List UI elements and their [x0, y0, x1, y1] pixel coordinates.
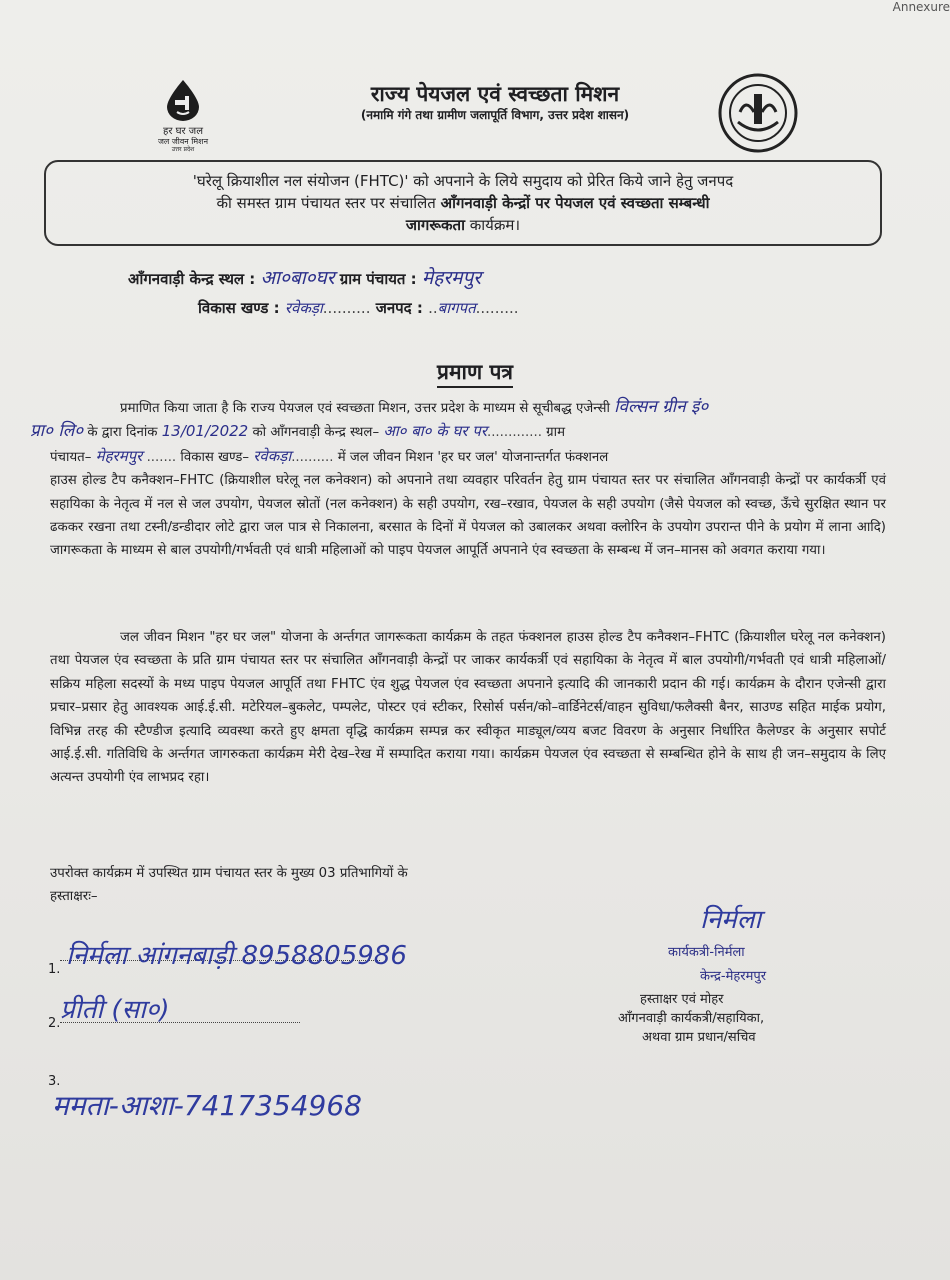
participant-1-signature: निर्मला आंगनबाड़ी 8958805986	[66, 941, 407, 971]
signature-caption-2: आँगनवाड़ी कार्यकत्री/सहायिका,	[618, 1011, 765, 1026]
banner-line3: जागरूकता कार्यक्रम।	[405, 216, 521, 234]
gp-label: ग्राम पंचायत :	[339, 270, 417, 288]
annexure-label: Annexure	[892, 0, 950, 14]
stamp-line1: कार्यकत्री-निर्मला	[668, 945, 745, 960]
signature-caption-3: अथवा ग्राम प्रधान/सचिव	[642, 1030, 756, 1045]
block-label: विकास खण्ड :	[198, 299, 280, 317]
participant-3-number: 3.	[48, 1074, 61, 1089]
centre-value: आ०बा०घर	[260, 267, 335, 289]
paragraph-1: प्रमाणित किया जाता है कि राज्य पेयजल एवं स्वच्छता मिशन, उत्तर प्रदेश के माध्यम से सूचीबद्ध एजेन्सी विल्सन ग्रीन इं० प्रा० लि० के द्वारा दिनांक 13/01/2022 को आँगनवाड़ी केन्द्र स्थल– आ० बा० के घर पर............. ग्राम पंचायत– मेहरमपुर ....... विकास खण्ड– रवेकड़ा.......... में जल जीवन मिशन 'हर घर जल' योजनान्तर्गत फंक्शनल हाउस होल्ड टैप कनैक्शन–FHTC (क्रियाशील घरेलू नल कनेक्शन) को अपनाने तथा व्यवहार परिवर्तन हेतु ग्राम पंचायत स्तर पर संचालित आँगनवाड़ी केन्द्रों पर कार्यकर्त्री एवं सहायिका के नेतृत्व में नल से जल उपयोग, पेयजल स्रोतों (नल कनेक्शन) के सही उपयोग, रख–रखाव, पेयजल के सही उपयोग (जैसे पेयजल को स्वच्छ, ऊँचे सुरक्षित स्थान पर ढककर रखना तथा टस्नी/डन्डीदार लोटे द्वारा जल पात्र से निकालना, बरसात के दिनों में पेयजल को उबालकर अथवा क्लोरिन के उपयोग उपरान्त पीने के प्रयोग में लाना आदि) जागरूकता के माध्यम से बाल उपयोगी/गर्भवती एवं धात्री महिलाओं को पाइप पेयजल आपूर्ति अपनाने एंव स्वच्छता के सम्बन्ध में जन–मानस को अवगत कराया गया।	[50, 396, 886, 563]
p3-line-a: उपरोक्त कार्यक्रम में उपस्थित ग्राम पंचायत स्तर के मुख्य 03 प्रतिभागियों के	[50, 866, 408, 881]
participant-3-signature: ममता-आशा-7417354968	[52, 1089, 362, 1122]
program-banner	[44, 160, 882, 246]
stamp-line2: केन्द्र-मेहरमपुर	[700, 969, 767, 984]
signature-caption-1: हस्ताक्षर एवं मोहर	[640, 992, 724, 1007]
p1-text-g: में जल जीवन मिशन 'हर घर जल' योजनान्तर्गत फंक्शनल	[337, 449, 609, 465]
place-hw: आ० बा० के घर पर	[383, 422, 487, 441]
p1-text-e: पंचायत–	[50, 449, 92, 465]
p1-text-c: को आँगनवाड़ी केन्द्र स्थल–	[252, 425, 380, 441]
certificate-title: प्रमाण पत्र	[0, 358, 950, 386]
header-title: राज्य पेयजल एवं स्वच्छता मिशन	[370, 82, 620, 106]
banner-line2-bold: आँगनवाड़ी केन्द्रों पर पेयजल एवं स्वच्छता सम्बन्धी	[440, 194, 710, 212]
participant-1-number: 1.	[48, 962, 61, 977]
p1-text-a: प्रमाणित किया जाता है कि राज्य पेयजल एवं स्वच्छता मिशन, उत्तर प्रदेश के माध्यम से सूचीबद्ध एजेन्सी	[120, 401, 610, 416]
p3-line-b: हस्ताक्षरः–	[50, 889, 98, 905]
gp-hw: मेहरमपुर	[95, 446, 143, 465]
agency-name-hw2: प्रा० लि०	[30, 421, 84, 442]
header-subtitle: (नमामि गंगे तथा ग्रामीण जलापूर्ति विभाग, उत्तर प्रदेश शासन)	[360, 108, 630, 122]
banner-line3-bold: जागरूकता	[405, 216, 465, 234]
block-hw: रवेकड़ा	[253, 446, 292, 465]
participant-2-signature: प्रीती (सा०)	[60, 995, 170, 1025]
block-field-row: विकास खण्ड : रवेकड़ा.......... जनपद : ..बागपत.........	[198, 299, 519, 317]
agency-name-hw: विल्सन ग्रीन इं०	[614, 397, 709, 417]
district-value: बागपत	[437, 299, 476, 317]
participant-2-number: 2.	[48, 1016, 61, 1031]
logo-line3: उत्तर प्रदेश	[171, 146, 195, 153]
centre-field-row	[128, 264, 481, 290]
p1-text-f: विकास खण्ड–	[180, 449, 250, 465]
banner-line1: 'घरेलू क्रियाशील नल संयोजन (FHTC)' को अपनाने के लिये समुदाय को प्रेरित किये जाने हेतु जनपद	[192, 172, 734, 190]
gp-value: मेहरमपुर	[421, 267, 482, 289]
logo-line2: जल जीवन मिशन	[157, 137, 209, 146]
paragraph-2: जल जीवन मिशन "हर घर जल" योजना के अर्न्तगत जागरूकता कार्यक्रम के तहत फंक्शनल हाउस होल्ड टैप कनैक्शन–FHTC (क्रियाशील घरेलू नल कनेक्शन) तथा पेयजल एंव स्वच्छता के प्रति ग्राम पंचायत स्तर पर संचालित आँगनवाड़ी केन्द्रों पर जाकर कार्यकर्त्री एवं सहायिका के नेतृत्व में बाल उपयोगी/गर्भवती एवं धात्री महिलाओं/सक्रिय महिला सदस्यों के मध्य पाइप पेयजल आपूर्ति तथा FHTC एंव शुद्ध पेयजल एंव स्वच्छता अपनाने इत्यादि की जानकारी प्रदान की गई। कार्यक्रम के दौरान एजेन्सी द्वारा प्रचार–प्रसार हेतु आवश्यक आई.ई.सी. मटेरियल–बुकलेट, पम्पलेट, पोस्टर एवं स्टीकर, रिसोर्स पर्सन/को–वार्डिनेटर्स/वाहन सुविधा/फलैक्सी बैनर, साउण्ड सहित माईक प्रयोग, विभिन्न तरह की स्टैण्डीज इत्यादि व्यवस्था करते हुए क्षमता वृद्धि कार्यक्रम सम्पन्न कर स्वीकृत माड्यूल/व्यय बजट विवरण के अनुसार निर्धारित कैलेण्डर के अनुसार सपोर्ट आई.ई.सी. गतिविधि के अर्न्तगत जागरुकता कार्यक्रम मेरी देख–रेख में सम्पादित कराया गया। कार्यक्रम पेयजल एंव स्वच्छता से सम्बन्धित होने के साथ ही जन–समुदाय के लिए अत्यन्त उपयोगी एंव लाभप्रद रहा।	[50, 630, 887, 786]
district-label: जनपद :	[375, 299, 423, 317]
date-hw: 13/01/2022	[161, 422, 249, 441]
p1-rest: हाउस होल्ड टैप कनैक्शन–FHTC (क्रियाशील घरेलू नल कनेक्शन) को अपनाने तथा व्यवहार परिवर्तन हेतु ग्राम पंचायत स्तर पर संचालित आँगनवाड़ी केन्द्रों पर कार्यकर्त्री एवं सहायिका के नेतृत्व में नल से जल उपयोग, पेयजल स्रोतों (नल कनेक्शन) के सही उपयोग, रख–रखाव, पेयजल के सही उपयोग (जैसे पेयजल को स्वच्छ, ऊँचे सुरक्षित स्थान पर ढककर रखना तथा टस्नी/डन्डीदार लोटे द्वारा जल पात्र से निकालना, बरसात के दिनों में पेयजल को उबालकर अथवा क्लोरिन के उपयोग उपरान्त पीने के प्रयोग में लाना आदि) जागरूकता के माध्यम से बाल उपयोगी/गर्भवती एवं धात्री महिलाओं को पाइप पेयजल आपूर्ति अपनाने एंव स्वच्छता के सम्बन्ध में जन–मानस को अवगत कराया गया।	[50, 473, 886, 559]
p1-text-b: के द्वारा दिनांक	[87, 425, 158, 441]
p1-text-d: ग्राम	[546, 425, 566, 441]
worker-signature: निर्मला	[700, 905, 762, 935]
block-value: रवेकड़ा	[284, 299, 323, 317]
centre-label: आँगनवाड़ी केन्द्र स्थल :	[128, 270, 256, 288]
logo-line1: हर घर जल	[163, 126, 203, 137]
signature-caption	[618, 990, 838, 1047]
banner-line2: की समस्त ग्राम पंचायत स्तर पर संचालित आँगनवाड़ी केन्द्रों पर पेयजल एवं स्वच्छता सम्बन्धी	[216, 194, 710, 212]
